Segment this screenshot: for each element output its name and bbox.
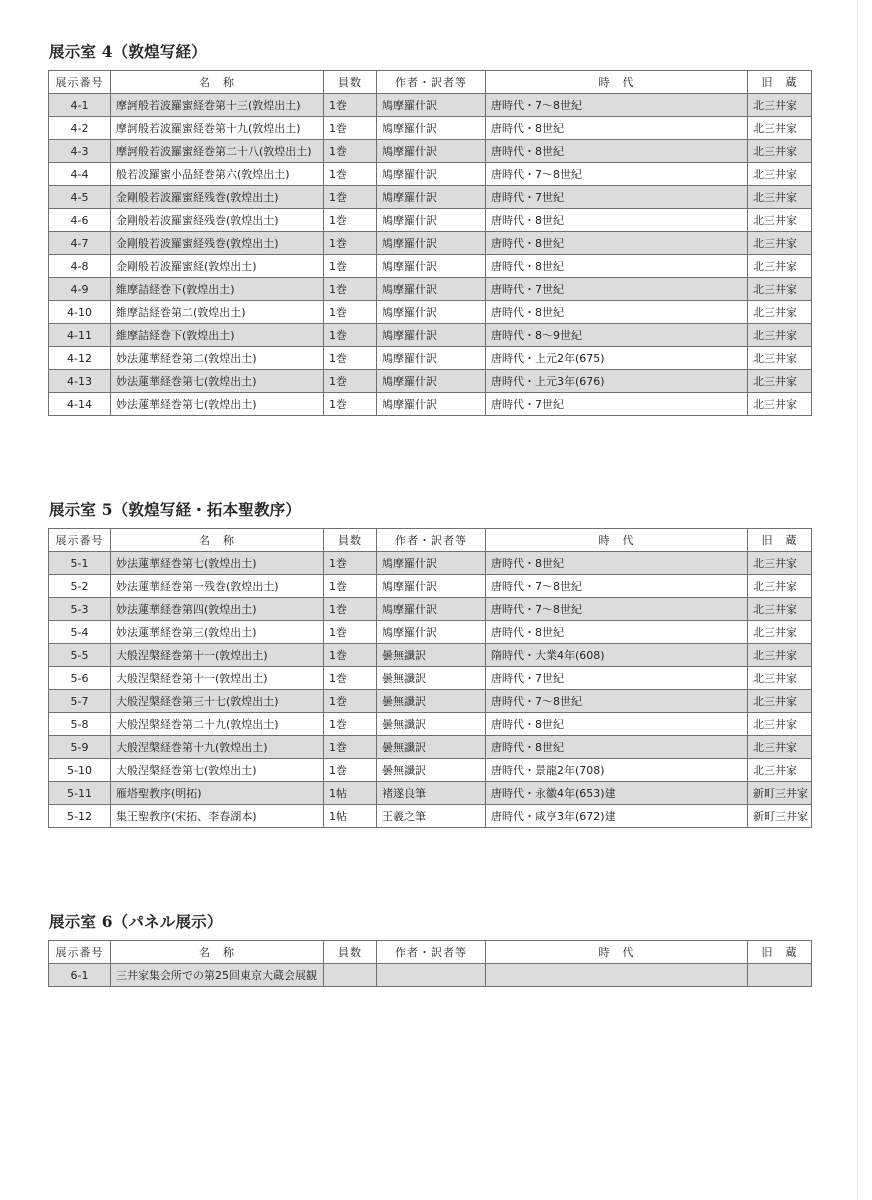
page-edge — [857, 0, 858, 1200]
exhibit-table-room-6 — [48, 940, 812, 987]
cell-period: 唐時代・7世紀 — [486, 393, 748, 416]
cell-period: 唐時代・7世紀 — [486, 186, 748, 209]
cell-author: 王羲之筆 — [377, 805, 486, 828]
cell-author: 鳩摩羅什訳 — [377, 186, 486, 209]
cell-qty: 1巻 — [324, 598, 377, 621]
cell-author: 鳩摩羅什訳 — [377, 575, 486, 598]
cell-no: 4-4 — [49, 163, 111, 186]
cell-name: 維摩詰経巻下(敦煌出土) — [111, 278, 324, 301]
cell-no: 4-1 — [49, 94, 111, 117]
table-row — [49, 759, 812, 782]
table-row — [49, 713, 812, 736]
cell-qty: 1巻 — [324, 117, 377, 140]
cell-no: 4-12 — [49, 347, 111, 370]
cell-qty: 1巻 — [324, 713, 377, 736]
cell-author: 曇無讖訳 — [377, 667, 486, 690]
table-header-row — [49, 529, 812, 552]
cell-qty: 1巻 — [324, 140, 377, 163]
cell-name: 大般涅槃経巻第七(敦煌出土) — [111, 759, 324, 782]
cell-no: 5-8 — [49, 713, 111, 736]
cell-period: 唐時代・永徽4年(653)建 — [486, 782, 748, 805]
cell-author: 曇無讖訳 — [377, 759, 486, 782]
cell-qty: 1巻 — [324, 209, 377, 232]
cell-author: 鳩摩羅什訳 — [377, 94, 486, 117]
cell-no: 5-9 — [49, 736, 111, 759]
cell-owner: 北三井家 — [748, 140, 812, 163]
cell-no: 5-1 — [49, 552, 111, 575]
cell-name: 維摩詰経巻第二(敦煌出土) — [111, 301, 324, 324]
cell-period: 唐時代・7〜8世紀 — [486, 575, 748, 598]
section-room-4 — [48, 42, 811, 416]
cell-owner: 北三井家 — [748, 232, 812, 255]
section-title: 展示室 6（パネル展示） — [49, 912, 223, 931]
cell-name: 大般涅槃経巻第三十七(敦煌出土) — [111, 690, 324, 713]
cell-name: 妙法蓮華経巻第四(敦煌出土) — [111, 598, 324, 621]
cell-owner: 北三井家 — [748, 713, 812, 736]
cell-author: 鳩摩羅什訳 — [377, 163, 486, 186]
col-header-author: 作者・訳者等 — [377, 71, 486, 94]
cell-qty: 1巻 — [324, 690, 377, 713]
cell-no: 4-5 — [49, 186, 111, 209]
cell-author — [377, 964, 486, 987]
cell-period: 唐時代・7〜8世紀 — [486, 94, 748, 117]
cell-qty: 1巻 — [324, 667, 377, 690]
table-row — [49, 690, 812, 713]
col-header-owner: 旧 蔵 — [748, 941, 812, 964]
cell-no: 4-3 — [49, 140, 111, 163]
cell-period: 唐時代・上元2年(675) — [486, 347, 748, 370]
cell-no: 5-3 — [49, 598, 111, 621]
cell-no: 5-4 — [49, 621, 111, 644]
col-header-owner: 旧 蔵 — [748, 71, 812, 94]
table-row — [49, 94, 812, 117]
cell-owner: 北三井家 — [748, 575, 812, 598]
table-row — [49, 278, 812, 301]
cell-author: 曇無讖訳 — [377, 690, 486, 713]
cell-author: 曇無讖訳 — [377, 713, 486, 736]
table-row — [49, 736, 812, 759]
cell-period: 唐時代・8世紀 — [486, 255, 748, 278]
col-header-no: 展示番号 — [49, 941, 111, 964]
cell-no: 5-11 — [49, 782, 111, 805]
cell-owner: 北三井家 — [748, 552, 812, 575]
cell-qty: 1巻 — [324, 644, 377, 667]
table-row — [49, 324, 812, 347]
cell-no: 4-2 — [49, 117, 111, 140]
cell-qty: 1巻 — [324, 232, 377, 255]
cell-name: 維摩詰経巻下(敦煌出土) — [111, 324, 324, 347]
table-row — [49, 232, 812, 255]
cell-owner: 北三井家 — [748, 690, 812, 713]
col-header-author: 作者・訳者等 — [377, 529, 486, 552]
table-row — [49, 621, 812, 644]
cell-owner: 北三井家 — [748, 393, 812, 416]
cell-owner: 北三井家 — [748, 598, 812, 621]
exhibit-table-room-5 — [48, 528, 812, 828]
cell-author: 鳩摩羅什訳 — [377, 117, 486, 140]
cell-no: 6-1 — [49, 964, 111, 987]
table-row — [49, 782, 812, 805]
cell-no: 4-14 — [49, 393, 111, 416]
cell-owner: 北三井家 — [748, 370, 812, 393]
cell-no: 4-7 — [49, 232, 111, 255]
cell-author: 鳩摩羅什訳 — [377, 393, 486, 416]
cell-qty: 1巻 — [324, 575, 377, 598]
table-row — [49, 575, 812, 598]
cell-name: 大般涅槃経巻第二十九(敦煌出土) — [111, 713, 324, 736]
cell-no: 4-6 — [49, 209, 111, 232]
cell-period: 唐時代・8世紀 — [486, 140, 748, 163]
cell-author: 鳩摩羅什訳 — [377, 209, 486, 232]
cell-owner — [748, 964, 812, 987]
cell-period: 唐時代・上元3年(676) — [486, 370, 748, 393]
cell-qty: 1巻 — [324, 393, 377, 416]
cell-author: 鳩摩羅什訳 — [377, 324, 486, 347]
cell-name: 妙法蓮華経巻第二(敦煌出土) — [111, 347, 324, 370]
cell-owner: 北三井家 — [748, 644, 812, 667]
table-row — [49, 598, 812, 621]
section-title: 展示室 5（敦煌写経・拓本聖教序） — [49, 500, 302, 519]
cell-author: 鳩摩羅什訳 — [377, 232, 486, 255]
cell-author: 鳩摩羅什訳 — [377, 301, 486, 324]
cell-owner: 北三井家 — [748, 117, 812, 140]
cell-name: 妙法蓮華経巻第三(敦煌出土) — [111, 621, 324, 644]
col-header-author: 作者・訳者等 — [377, 941, 486, 964]
cell-no: 5-5 — [49, 644, 111, 667]
cell-qty: 1帖 — [324, 782, 377, 805]
cell-name: 金剛般若波羅蜜経残巻(敦煌出土) — [111, 232, 324, 255]
exhibit-table-room-4 — [48, 70, 812, 416]
cell-owner: 北三井家 — [748, 163, 812, 186]
table-row — [49, 370, 812, 393]
table-row — [49, 163, 812, 186]
cell-name: 大般涅槃経巻第十一(敦煌出土) — [111, 644, 324, 667]
col-header-period: 時 代 — [486, 71, 748, 94]
cell-name: 雁塔聖教序(明拓) — [111, 782, 324, 805]
cell-qty: 1巻 — [324, 621, 377, 644]
cell-period: 唐時代・咸亨3年(672)建 — [486, 805, 748, 828]
col-header-qty: 員数 — [324, 71, 377, 94]
cell-name: 金剛般若波羅蜜経残巻(敦煌出土) — [111, 186, 324, 209]
cell-no: 4-11 — [49, 324, 111, 347]
table-row — [49, 667, 812, 690]
cell-qty: 1巻 — [324, 94, 377, 117]
cell-owner: 北三井家 — [748, 621, 812, 644]
col-header-period: 時 代 — [486, 941, 748, 964]
cell-name: 大般涅槃経巻第十九(敦煌出土) — [111, 736, 324, 759]
cell-name: 金剛般若波羅蜜経(敦煌出土) — [111, 255, 324, 278]
cell-name: 大般涅槃経巻第十一(敦煌出土) — [111, 667, 324, 690]
cell-name: 妙法蓮華経巻第七(敦煌出土) — [111, 370, 324, 393]
cell-qty: 1帖 — [324, 805, 377, 828]
section-room-6 — [48, 912, 811, 987]
cell-owner: 新町三井家 — [748, 782, 812, 805]
cell-period: 唐時代・8〜9世紀 — [486, 324, 748, 347]
cell-owner: 北三井家 — [748, 301, 812, 324]
cell-qty: 1巻 — [324, 301, 377, 324]
cell-qty: 1巻 — [324, 759, 377, 782]
cell-owner: 北三井家 — [748, 667, 812, 690]
cell-period: 唐時代・8世紀 — [486, 552, 748, 575]
section-title: 展示室 4（敦煌写経） — [49, 42, 207, 61]
cell-owner: 北三井家 — [748, 324, 812, 347]
cell-author: 曇無讖訳 — [377, 644, 486, 667]
cell-name: 三井家集会所での第25回東京大蔵会展観 — [111, 964, 324, 987]
cell-period: 唐時代・8世紀 — [486, 209, 748, 232]
cell-owner: 北三井家 — [748, 255, 812, 278]
cell-qty: 1巻 — [324, 255, 377, 278]
cell-no: 5-12 — [49, 805, 111, 828]
col-header-name: 名 称 — [111, 529, 324, 552]
cell-qty — [324, 964, 377, 987]
table-row — [49, 347, 812, 370]
cell-qty: 1巻 — [324, 278, 377, 301]
cell-period: 隋時代・大業4年(608) — [486, 644, 748, 667]
col-header-owner: 旧 蔵 — [748, 529, 812, 552]
cell-no: 4-9 — [49, 278, 111, 301]
cell-owner: 北三井家 — [748, 94, 812, 117]
cell-owner: 新町三井家 — [748, 805, 812, 828]
table-row — [49, 644, 812, 667]
cell-qty: 1巻 — [324, 186, 377, 209]
col-header-no: 展示番号 — [49, 529, 111, 552]
cell-qty: 1巻 — [324, 736, 377, 759]
cell-author: 褚遂良筆 — [377, 782, 486, 805]
cell-owner: 北三井家 — [748, 759, 812, 782]
cell-period: 唐時代・景龍2年(708) — [486, 759, 748, 782]
cell-period: 唐時代・7世紀 — [486, 667, 748, 690]
cell-owner: 北三井家 — [748, 347, 812, 370]
cell-qty: 1巻 — [324, 370, 377, 393]
cell-author: 鳩摩羅什訳 — [377, 370, 486, 393]
cell-name: 妙法蓮華経巻第一残巻(敦煌出土) — [111, 575, 324, 598]
cell-qty: 1巻 — [324, 163, 377, 186]
cell-author: 鳩摩羅什訳 — [377, 255, 486, 278]
col-header-period: 時 代 — [486, 529, 748, 552]
cell-owner: 北三井家 — [748, 278, 812, 301]
cell-period: 唐時代・8世紀 — [486, 713, 748, 736]
cell-qty: 1巻 — [324, 347, 377, 370]
cell-author: 鳩摩羅什訳 — [377, 598, 486, 621]
cell-author: 鳩摩羅什訳 — [377, 552, 486, 575]
cell-period: 唐時代・8世紀 — [486, 736, 748, 759]
table-row — [49, 552, 812, 575]
cell-no: 4-8 — [49, 255, 111, 278]
col-header-name: 名 称 — [111, 941, 324, 964]
cell-author: 鳩摩羅什訳 — [377, 621, 486, 644]
table-header-row — [49, 941, 812, 964]
cell-no: 5-7 — [49, 690, 111, 713]
table-row — [49, 393, 812, 416]
cell-qty: 1巻 — [324, 552, 377, 575]
cell-period: 唐時代・8世紀 — [486, 621, 748, 644]
table-row — [49, 186, 812, 209]
cell-name: 摩訶般若波羅蜜経巻第十三(敦煌出土) — [111, 94, 324, 117]
cell-period: 唐時代・7世紀 — [486, 278, 748, 301]
cell-name: 摩訶般若波羅蜜経巻第十九(敦煌出土) — [111, 117, 324, 140]
cell-name: 金剛般若波羅蜜経残巻(敦煌出土) — [111, 209, 324, 232]
cell-name: 摩訶般若波羅蜜経巻第二十八(敦煌出土) — [111, 140, 324, 163]
cell-no: 5-6 — [49, 667, 111, 690]
cell-author: 鳩摩羅什訳 — [377, 140, 486, 163]
table-row — [49, 805, 812, 828]
cell-period: 唐時代・7〜8世紀 — [486, 598, 748, 621]
col-header-no: 展示番号 — [49, 71, 111, 94]
cell-name: 妙法蓮華経巻第七(敦煌出土) — [111, 552, 324, 575]
table-row — [49, 964, 812, 987]
cell-no: 4-13 — [49, 370, 111, 393]
cell-period: 唐時代・8世紀 — [486, 232, 748, 255]
col-header-name: 名 称 — [111, 71, 324, 94]
table-row — [49, 140, 812, 163]
table-row — [49, 209, 812, 232]
table-row — [49, 301, 812, 324]
table-header-row — [49, 71, 812, 94]
cell-period: 唐時代・7〜8世紀 — [486, 690, 748, 713]
cell-period — [486, 964, 748, 987]
cell-no: 5-2 — [49, 575, 111, 598]
cell-no: 4-10 — [49, 301, 111, 324]
section-room-5 — [48, 500, 811, 828]
col-header-qty: 員数 — [324, 941, 377, 964]
col-header-qty: 員数 — [324, 529, 377, 552]
cell-name: 妙法蓮華経巻第七(敦煌出土) — [111, 393, 324, 416]
table-row — [49, 117, 812, 140]
cell-owner: 北三井家 — [748, 736, 812, 759]
cell-name: 集王聖教序(宋拓、李春湖本) — [111, 805, 324, 828]
cell-author: 曇無讖訳 — [377, 736, 486, 759]
cell-period: 唐時代・8世紀 — [486, 117, 748, 140]
cell-author: 鳩摩羅什訳 — [377, 347, 486, 370]
cell-owner: 北三井家 — [748, 186, 812, 209]
cell-period: 唐時代・8世紀 — [486, 301, 748, 324]
table-row — [49, 255, 812, 278]
cell-period: 唐時代・7〜8世紀 — [486, 163, 748, 186]
cell-name: 般若波羅蜜小品経巻第六(敦煌出土) — [111, 163, 324, 186]
cell-no: 5-10 — [49, 759, 111, 782]
cell-author: 鳩摩羅什訳 — [377, 278, 486, 301]
cell-qty: 1巻 — [324, 324, 377, 347]
cell-owner: 北三井家 — [748, 209, 812, 232]
